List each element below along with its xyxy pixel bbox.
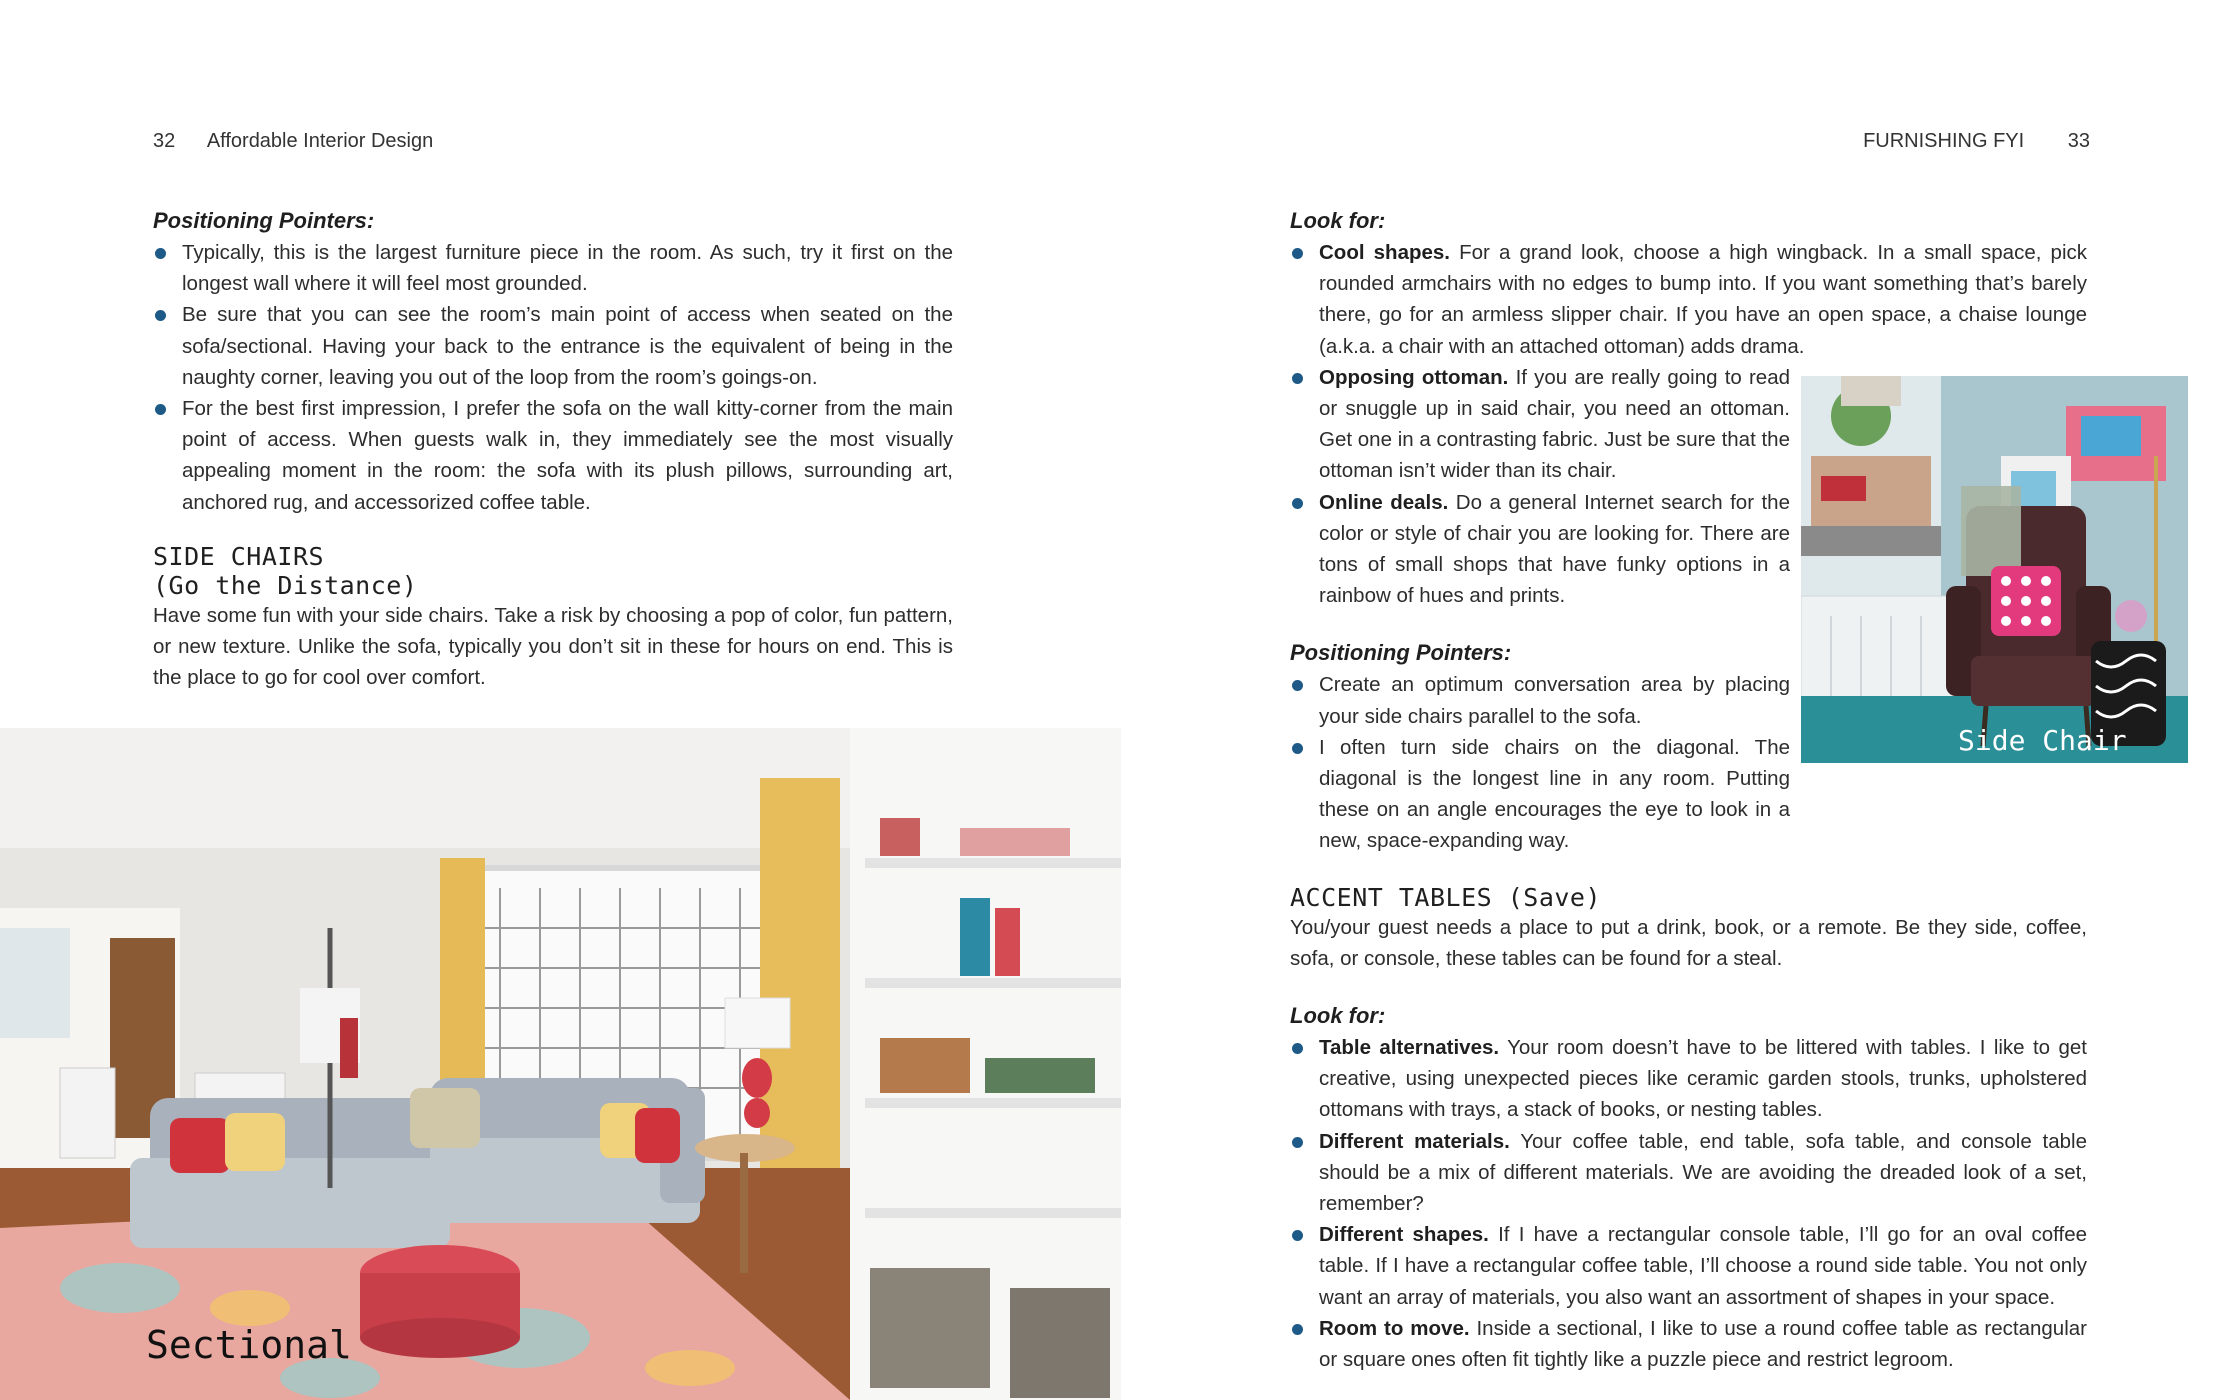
- book-title: Affordable Interior Design: [206, 130, 434, 152]
- sectional-caption: Sectional: [146, 1323, 352, 1367]
- chapter-title: FURNISHING FYI: [1863, 130, 2025, 152]
- list-item: Be sure that you can see the room’s main point of access when seated on the sofa/sectional. Having your back to the entrance is the equivalent of being in the naughty corner, leaving you out of the loop from the room’s goings-on.: [153, 299, 953, 393]
- look-for-heading: Look for:: [1290, 1003, 1386, 1029]
- right-running-header: [1863, 130, 2090, 153]
- sectional-living-room-photo: [0, 728, 1121, 1400]
- positioning-list: [153, 237, 953, 518]
- right-page-number: 33: [2067, 130, 2090, 152]
- look-for-heading: Look for:: [1290, 208, 1386, 233]
- list-item: Table alternatives. Your room doesn’t have to be littered with tables. I like to get creative, using unexpected pieces like ceramic garden stools, trunks, upholstered ottomans with trays, a stack of books, or nesting tables.: [1290, 1032, 2087, 1126]
- left-running-header: [153, 130, 433, 153]
- look-for-list-narrow: [1290, 362, 1790, 612]
- list-item: Cool shapes. For a grand look, choose a high wingback. In a small space, pick rounded armchairs with no edges to bump into. If you want something that’s barely there, go for an armless slipper chair. If you have an open space, a chaise lounge (a.k.a. a chair with an attached ottoman) adds drama.: [1290, 237, 2087, 362]
- side-chairs-subheading: (Go the Distance): [153, 570, 418, 600]
- list-item: Different shapes. If I have a rectangular console table, I’ll go for an oval coffee table. If I have a rectangular coffee table, I’ll choose a round side table. You not only want an array of materials, you also want an assortment of shapes in your space.: [1290, 1219, 2087, 1313]
- look-for-list: [1290, 1032, 2087, 1375]
- side-chair-photo: [1801, 376, 2188, 763]
- left-page-number: 32: [153, 130, 176, 152]
- look-for-list-wide: [1290, 237, 2087, 362]
- list-item: Opposing ottoman. If you are really going to read or snuggle up in said chair, you need an ottoman. Get one in a contrasting fabric. Just be sure that the ottoman isn’t wider than its chair.: [1290, 362, 1790, 487]
- positioning-pointers-heading: Positioning Pointers:: [1290, 640, 1512, 666]
- side-chair-caption: Side Chair: [1958, 724, 2127, 757]
- accent-tables-body: You/your guest needs a place to put a drink, book, or a remote. Be they side, coffee, sofa, or console, these tables can be found for a steal.: [1290, 915, 2087, 970]
- side-chairs-heading: SIDE CHAIRS: [153, 541, 325, 571]
- list-item: For the best first impression, I prefer the sofa on the wall kitty-corner from the main point of access. When guests walk in, they immediately see the most visually appealing moment in the room: the sofa with its plush pillows, surrounding art, anchored rug, and accessorized coffee table.: [153, 393, 953, 518]
- positioning-pointers-heading: Positioning Pointers:: [153, 208, 375, 233]
- list-item: Different materials. Your coffee table, end table, sofa table, and console table should be a mix of different materials. We are avoiding the dreaded look of a set, remember?: [1290, 1126, 2087, 1220]
- list-item: I often turn side chairs on the diagonal. The diagonal is the longest line in any room. Putting these on an angle encourages the eye to look in a new, space-expanding way.: [1290, 732, 2087, 857]
- side-chairs-body: Have some fun with your side chairs. Take a risk by choosing a pop of color, fun pattern, or new texture. Unlike the sofa, typically you don’t sit in these for hours on end. This is the place to go for cool over comfort.: [153, 603, 953, 690]
- list-item: Online deals. Do a general Internet search for the color or style of chair you are looking for. There are tons of small shops that have funky options in a rainbow of hues and prints.: [1290, 487, 1790, 612]
- list-item: Create an optimum conversation area by placing your side chairs parallel to the sofa.: [1290, 669, 1790, 731]
- accent-tables-heading: ACCENT TABLES (Save): [1290, 882, 1602, 912]
- left-page-text: [153, 205, 953, 693]
- list-item: Room to move. Inside a sectional, I like to use a round coffee table as rectangular or square ones often fit tightly like a puzzle piece and restrict legroom.: [1290, 1313, 2087, 1375]
- list-item: Typically, this is the largest furniture piece in the room. As such, try it first on the longest wall where it will feel most grounded.: [153, 237, 953, 299]
